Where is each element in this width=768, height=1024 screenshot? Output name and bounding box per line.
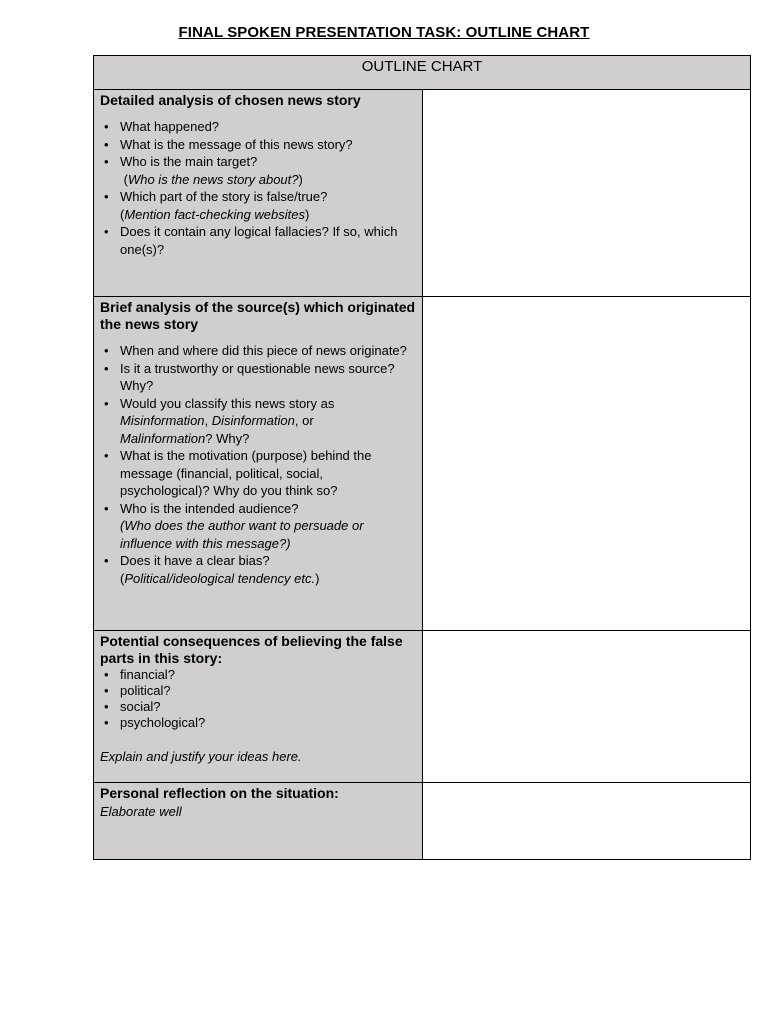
- bullet-icon: •: [104, 683, 109, 698]
- section-heading: Brief analysis of the source(s) which originated the news story: [100, 299, 416, 332]
- bullet-icon: •: [104, 553, 109, 568]
- bullet-icon: •: [104, 448, 109, 463]
- bullet-icon: •: [104, 699, 109, 714]
- list-item: • When and where did this piece of news originate?: [104, 343, 407, 358]
- list-item: • Does it have a clear bias? (Political/ideological tendency etc.): [104, 553, 320, 586]
- outline-chart-table: [93, 55, 751, 860]
- answer-cell-consequences[interactable]: [422, 631, 751, 783]
- list-item: • Would you classify this news story as Misinformation, Disinformation, or Malinformation? Why?: [104, 395, 335, 446]
- bullet-icon: •: [104, 154, 109, 169]
- list-item: • Does it contain any logical fallacies? If so, which one(s)?: [104, 224, 398, 257]
- answer-cell-source-analysis[interactable]: [422, 297, 751, 631]
- list-item: • social?: [104, 699, 161, 714]
- list-item: • Who is the main target? (Who is the news story about?): [104, 154, 303, 187]
- bullet-icon: •: [104, 136, 109, 152]
- section-source-analysis: [94, 297, 423, 631]
- section-heading: Personal reflection on the situation:: [100, 785, 339, 801]
- page-title: FINAL SPOKEN PRESENTATION TASK: OUTLINE CHART: [178, 24, 590, 41]
- bullet-icon: •: [104, 189, 109, 204]
- section-heading: Potential consequences of believing the false parts in this story:: [100, 633, 403, 666]
- bullet-icon: •: [104, 360, 109, 376]
- answer-cell-personal-reflection[interactable]: [422, 783, 751, 860]
- list-item: • What is the message of this news story?: [104, 136, 353, 152]
- bullet-icon: •: [104, 343, 109, 358]
- section-story-analysis: [94, 90, 423, 297]
- bullet-icon: •: [104, 119, 109, 134]
- list-item: • psychological?: [104, 715, 206, 730]
- bullet-icon: •: [104, 395, 109, 411]
- instruction-note: Explain and justify your ideas here.: [100, 749, 302, 764]
- section-personal-reflection: [94, 783, 423, 860]
- list-item: • Who is the intended audience? (Who does the author want to persuade or influence with this message?): [104, 500, 364, 551]
- list-item: • Is it a trustworthy or questionable news source? Why?: [104, 360, 395, 393]
- table-header: OUTLINE CHART: [94, 56, 751, 90]
- answer-cell-story-analysis[interactable]: [422, 90, 751, 297]
- bullet-icon: •: [104, 667, 109, 682]
- list-item: • What is the motivation (purpose) behind the message (financial, political, social, psychological)? Why do you think so?: [104, 448, 372, 498]
- list-item: • financial?: [104, 667, 175, 682]
- instruction-note: Elaborate well: [100, 804, 182, 819]
- prompt-list: [100, 118, 416, 258]
- prompt-list: [100, 667, 416, 731]
- prompt-list: [100, 342, 416, 587]
- section-heading: Detailed analysis of chosen news story: [100, 92, 361, 108]
- bullet-icon: •: [104, 500, 109, 516]
- bullet-icon: •: [104, 715, 109, 730]
- list-item: • What happened?: [104, 119, 220, 134]
- list-item: • Which part of the story is false/true? (Mention fact-checking websites): [104, 189, 328, 222]
- section-consequences: [94, 631, 423, 783]
- list-item: • political?: [104, 683, 171, 698]
- bullet-icon: •: [104, 224, 109, 239]
